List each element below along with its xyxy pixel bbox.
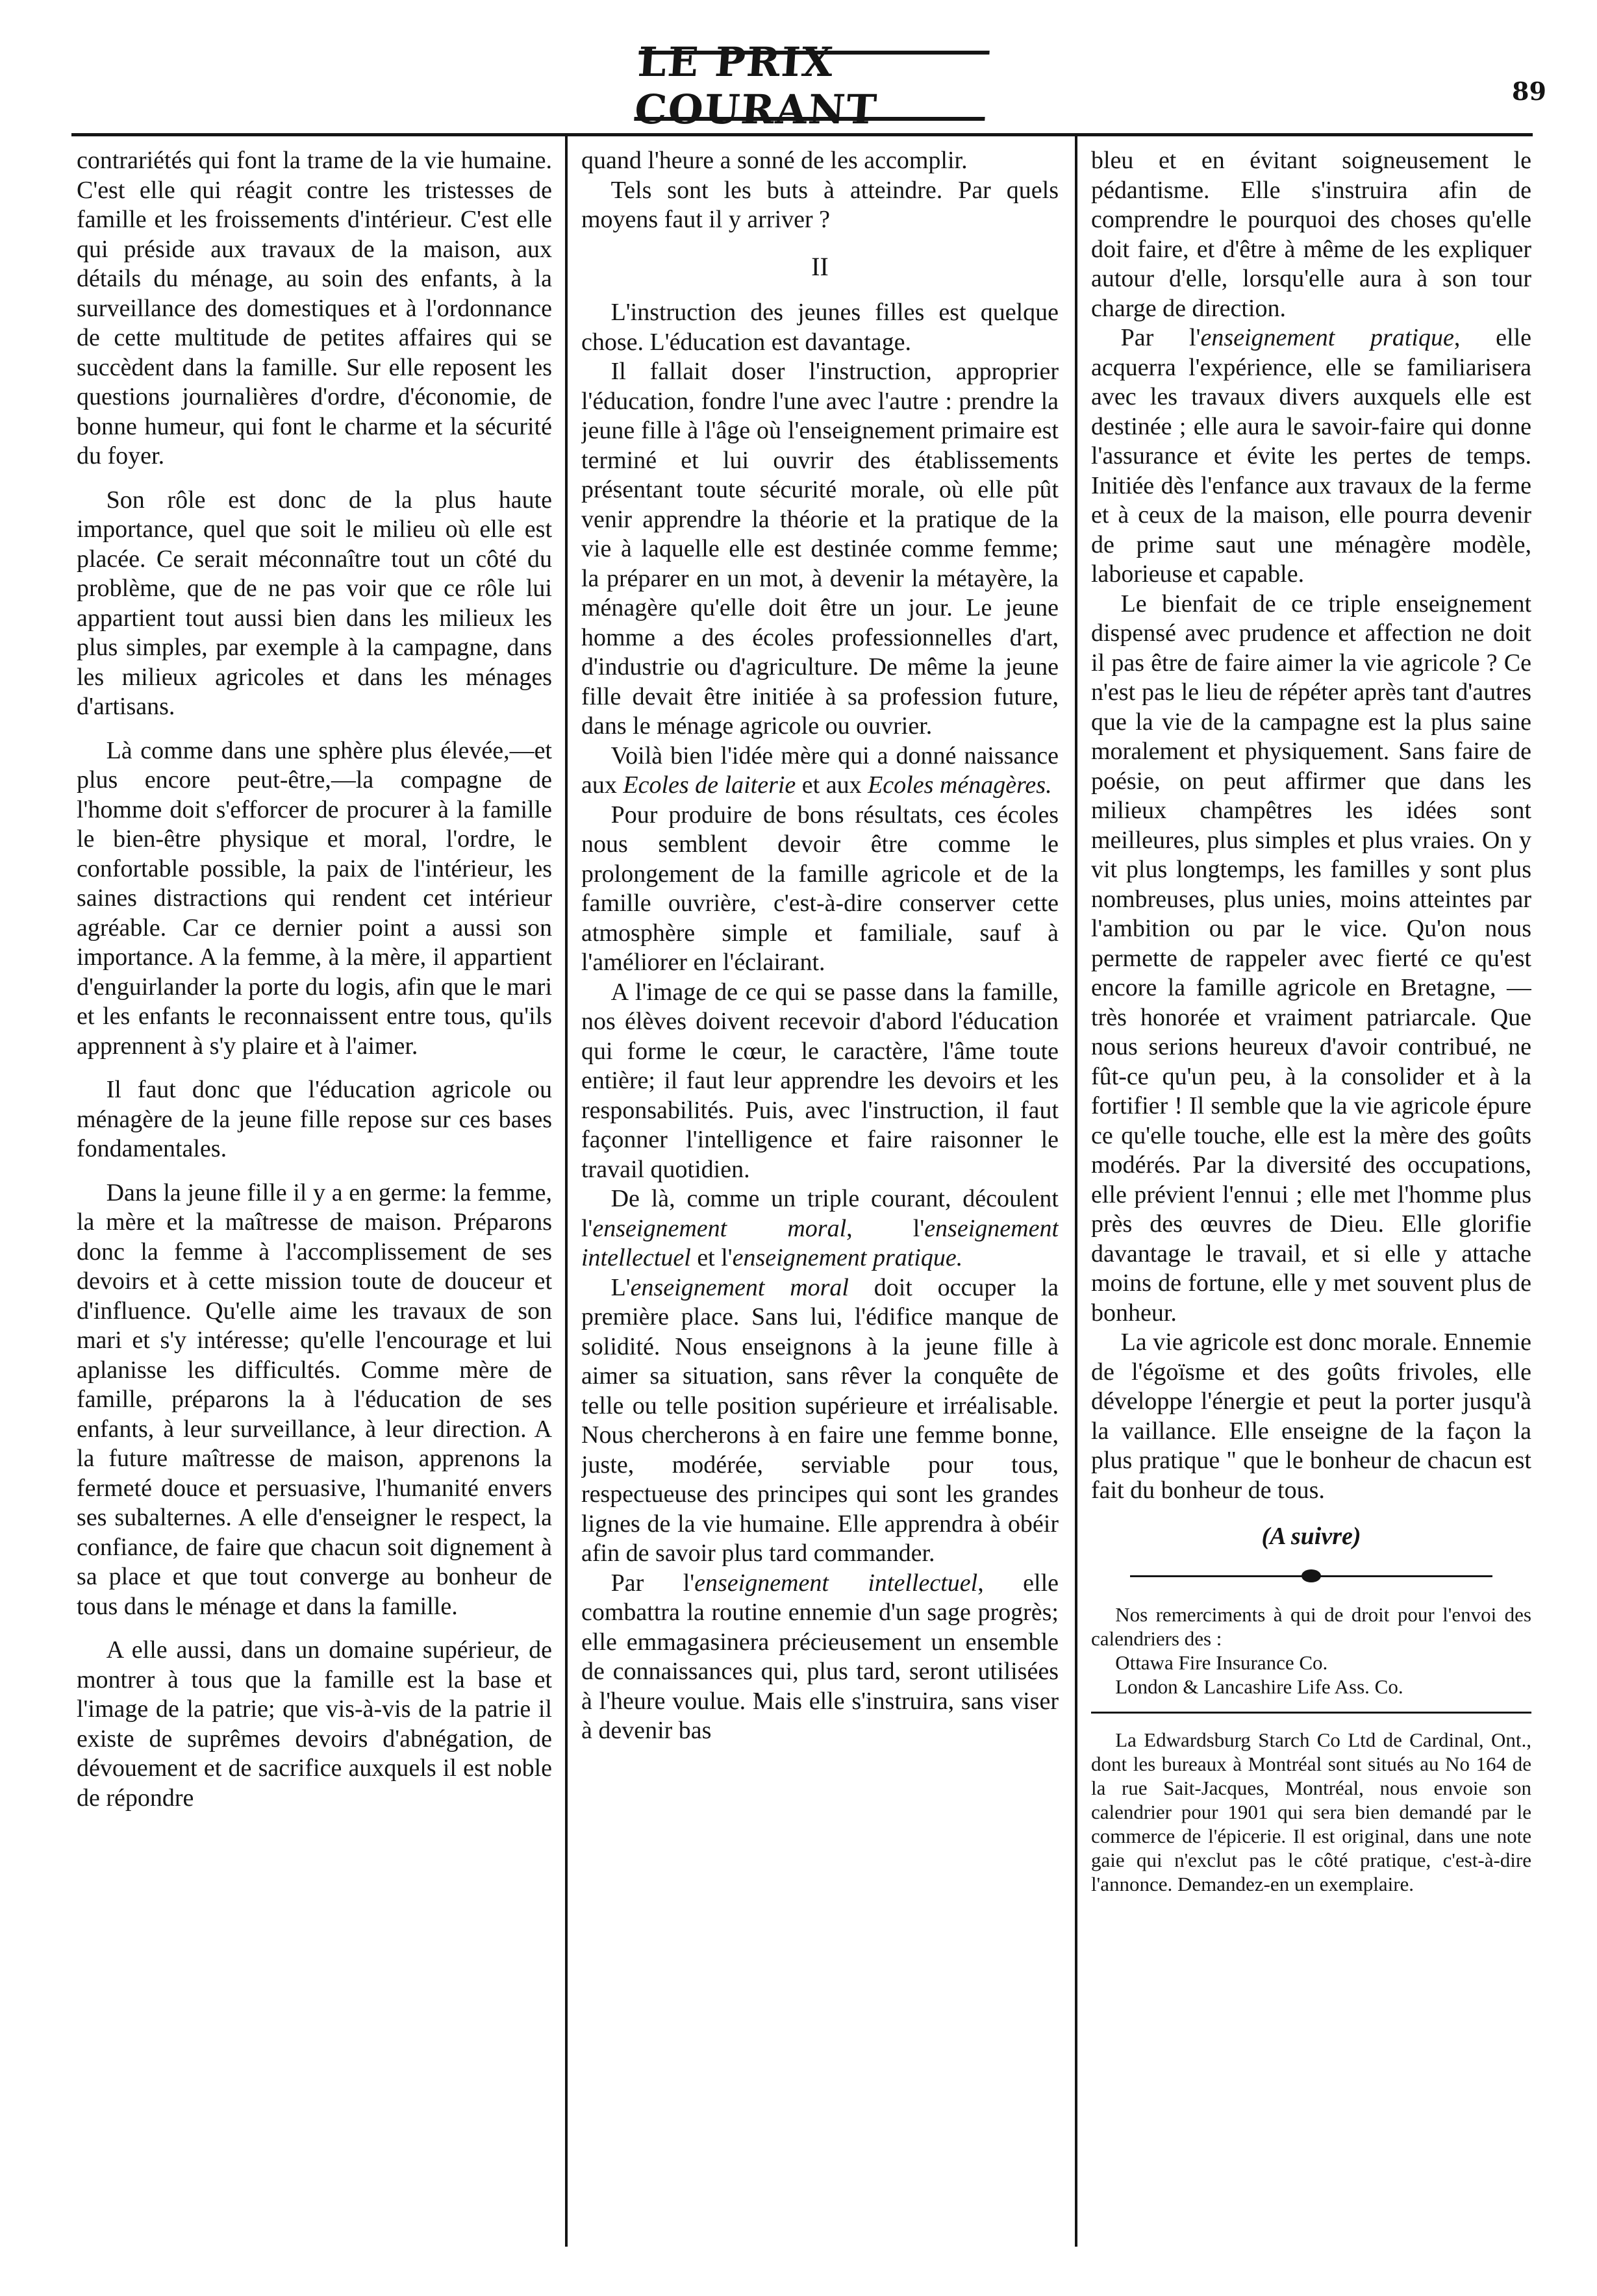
header-rule: [71, 133, 1533, 136]
column-3: [1091, 146, 1531, 2243]
paragraph: A elle aussi, dans un domaine supérieur, de montrer à tous que la famille est la base et l'image de la patrie; que vis-à-vis de la patrie il existe de suprêmes devoirs d'abnégation, de dévouement et de sacrifice auxquels il est noble de répondre: [77, 1636, 552, 1812]
column-1: [77, 146, 552, 2243]
page-number: 89: [1512, 77, 1546, 106]
paragraph: bleu et en évitant soigneusement le pédantisme. Elle s'instruira afin de comprendre le pourquoi des choses qu'elle doit faire, et d'être à même de les expliquer autour d'elle, lorsqu'elle aura à son tour charge de direction.: [1091, 147, 1531, 322]
column-divider-1: [565, 136, 568, 2247]
paragraph: L'enseignement moral doit occuper la première place. Sans lui, l'édifice manque de solidité. Nous enseignons à la jeune fille à aimer sa situation, sans rêver la conquête de telle ou telle position supérieure et irréalisable. Nous chercherons à en faire une femme bonne, juste, modérée, serviable pour tous, respectueuse des principes qui sont les grandes lignes de la vie humaine. Elle apprendra à obéir afin de savoir plus tard commander.: [581, 1273, 1059, 1567]
paragraph: Par l'enseignement intellectuel, elle combattra la routine ennemie d'un sage progrès; elle emmagasinera précieusement un ensemble de connaissances qui, plus tard, seront utilisées à l'heure voulue. Mais elle s'instruira, sans viser à devenir bas: [581, 1569, 1059, 1744]
signoff: (A suivre): [1261, 1523, 1361, 1550]
paragraph: quand l'heure a sonné de les accomplir.: [581, 147, 968, 174]
masthead-logo: [633, 38, 990, 133]
masthead-title: LE PRIX COURANT: [633, 38, 879, 133]
section-heading: II: [811, 251, 829, 281]
column-divider-2: [1075, 136, 1077, 2247]
notice-edwardsburg: [1091, 1728, 1531, 1896]
paragraph: Par l'enseignement pratique, elle acquerra l'expérience, elle se familiarisera avec les travaux divers auxquels elle est destinée ; elle aura le savoir-faire qui donne l'assurance et évite les pertes de temps. Initiée dès l'enfance aux travaux de la ferme et à ceux de la maison, elle pourra devenir de prime saut une ménagère modèle, laborieuse et capable.: [1091, 324, 1531, 588]
notice-company: Ottawa Fire Insurance Co.: [1115, 1651, 1328, 1674]
notice-rule: [1091, 1712, 1531, 1714]
paragraph: A l'image de ce qui se passe dans la famille, nos élèves doivent recevoir d'abord l'éducation qui forme le cœur, le caractère, l'âme toute entière; il faut leur apprendre les devoirs et les responsabilités. Puis, avec l'instruction, il faut façonner l'intelligence et faire raisonner le travail quotidien.: [581, 978, 1059, 1183]
paragraph: La vie agricole est donc morale. Ennemie de l'égoïsme et des goûts frivoles, elle développe l'énergie et peut la porter jusqu'à la vaillance. Elle enseigne de la façon la plus pratique " que le bonheur de chacun est fait du bonheur de tous.: [1091, 1329, 1531, 1504]
paragraph: Pour produire de bons résultats, ces écoles nous semblent devoir être comme le prolongement de la famille agricole et de la famille ouvrière, c'est-à-dire conserver cette atmosphère simple et familiale, sauf à l'améliorer en l'éclairant.: [581, 801, 1059, 976]
paragraph: Dans la jeune fille il y a en germe: la femme, la mère et la maîtresse de maison. Préparons donc la femme à l'accomplissement de ses devoirs et à cette mission toute de douceur et d'influence. Qu'elle aime les travaux de son mari et s'y intéresse; qu'elle l'encourage et lui aplanisse les difficultés. Comme mère de famille, préparons la à l'éducation de ses enfants, à leur surveillance, à leur direction. A la future maîtresse de maison, apprenons la fermeté douce et persuasive, l'humanité envers ses subalternes. A elle d'enseigner le respect, la confiance, de faire que chacun soit dignement à sa place et que tout converge au bonheur de tous dans le ménage et dans la famille.: [77, 1179, 552, 1620]
paragraph: Le bienfait de ce triple enseignement dispensé avec prudence et affection ne doit il pas être de faire aimer la vie agricole ? Ce n'est pas le lieu de répéter après tant d'autres que la vie de la campagne est la plus saine moralement et physiquement. Sans faire de poésie, on peut affirmer que dans les milieux champêtres les idées sont meilleures, plus simples et plus vraies. On y vit plus longtemps, les familles y sont plus nombreuses, plus unies, moins atteintes par l'ambition ou par le vice. Qu'on nous permette de rappeler avec fierté ce qu'est encore la famille agricole en Bretagne, — très honorée et vraiment patriarcale. Que nous serions heureux d'avoir contribué, ne fût-ce qu'un peu, à la consolider et à la fortifier ! Il semble que la vie agricole épure ce qu'elle touche, elle est la mère des goûts modérés. Par la diversité des occupations, elle prévient l'ennui ; elle met l'homme plus près des œuvres de Dieu. Elle glorifie davantage le travail, et si elle y attache moins de fortune, elle y met souvent plus de bonheur.: [1091, 590, 1531, 1327]
ornament-divider: [1091, 1566, 1531, 1586]
notice-company: London & Lancashire Life Ass. Co.: [1115, 1675, 1403, 1698]
column-2: [581, 146, 1059, 2243]
paragraph: Il faut donc que l'éducation agricole ou ménagère de la jeune fille repose sur ces bases fondamentales.: [77, 1076, 552, 1162]
paragraph: De là, comme un triple courant, découlent l'enseignement moral, l'enseignement intellectuel et l'enseignement pratique.: [581, 1185, 1059, 1271]
paragraph: L'instruction des jeunes filles est quelque chose. L'éducation est davantage.: [581, 299, 1059, 356]
paragraph: Il fallait doser l'instruction, approprier l'éducation, fondre l'une avec l'autre : prendre la jeune fille à l'âge où l'enseignement primaire est terminé et lui ouvrir des établissements présentant toute sécurité morale, où elle pût venir apprendre la théorie et la pratique de la vie à laquelle elle est destinée comme femme; la préparer en un mot, à devenir la métayère, la ménagère qu'elle doit être un jour. Le jeune homme a des écoles professionnelles d'art, d'industrie ou d'agriculture. De même la jeune fille devait être initiée à sa profession future, dans le ménage agricole ou ouvrier.: [581, 358, 1059, 740]
paragraph: contrariétés qui font la trame de la vie humaine. C'est elle qui réagit contre les tristesses de famille et les froissements d'intérieur. C'est elle qui préside aux travaux de la maison, aux détails du ménage, au soin des enfants, à la surveillance des domestiques et à l'ordonnance de cette multitude de petites affaires qui se succèdent dans la famille. Sur elle reposent les questions journalières d'ordre, d'économie, de bonne humeur, qui font le charme et la sécurité du foyer.: [77, 147, 552, 469]
paragraph: Son rôle est donc de la plus haute importance, quel que soit le milieu où elle est placée. Ce serait méconnaître tout un côté du problème, que de ne pas voir que ce rôle lui appartient tout aussi bien dans les milieux les plus simples, par exemple à la campagne, dans les milieux agricoles et dans les ménages d'artisans.: [77, 486, 552, 720]
notice-text: La Edwardsburg Starch Co Ltd de Cardinal, Ont., dont les bureaux à Montréal sont situés au No 164 de la rue Sait-Jacques, Montréal, nous envoie son calendrier pour 1901 qui sera bien demandé par le commerce de l'épicerie. Il est original, dans une note gaie qui n'exclut pas le côté pratique, c'est-à-dire l'annonce. Demandez-en un exemplaire.: [1091, 1728, 1531, 1895]
paragraph: Voilà bien l'idée mère qui a donné naissance aux Ecoles de laiterie et aux Ecoles ménagères.: [581, 742, 1059, 799]
paragraph: Là comme dans une sphère plus élevée,—et plus encore peut-être,—la compagne de l'homme doit s'efforcer de procurer à la famille le bien-être physique et moral, l'ordre, le confortable possible, la paix de l'intérieur, les saines distractions qui rendent cet intérieur agréable. Car ce dernier point a aussi son importance. A la femme, à la mère, il appartient d'enguirlander la porte du logis, afin que le mari et les enfants le reconnaissent entre tous, qu'ils apprennent à s'y plaire et à l'aimer.: [77, 736, 552, 1060]
notice-text: Nos remerciments à qui de droit pour l'envoi des calendriers des :: [1091, 1603, 1531, 1650]
paragraph: Tels sont les buts à atteindre. Par quels moyens faut il y arriver ?: [581, 176, 1059, 233]
notice-calendars: [1091, 1603, 1531, 1699]
